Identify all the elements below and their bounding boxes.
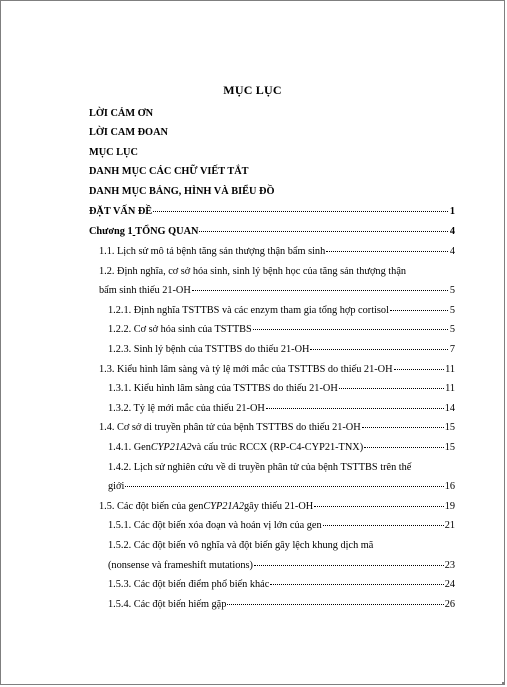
dot-leader	[266, 407, 444, 409]
dot-leader	[192, 289, 448, 291]
page-number: 5	[449, 305, 455, 316]
dot-leader	[362, 426, 444, 428]
dot-leader	[153, 210, 448, 212]
dot-leader	[227, 603, 443, 605]
dot-leader	[326, 250, 448, 252]
page-number: 4	[449, 246, 455, 257]
dot-leader	[339, 387, 444, 389]
page-number: 1	[449, 206, 455, 217]
page-number: 19	[444, 501, 455, 512]
dot-leader	[199, 230, 448, 232]
dot-leader	[394, 368, 445, 370]
page-number: 16	[444, 481, 455, 492]
dot-leader	[270, 583, 443, 585]
dot-leader	[310, 348, 448, 350]
page-number: 23	[444, 560, 455, 571]
page-number: 7	[449, 344, 455, 355]
page-number: 15	[444, 442, 455, 453]
page-number: 15	[444, 422, 455, 433]
dot-leader	[314, 505, 444, 507]
page-number: 11	[445, 364, 455, 375]
page-number: 14	[444, 403, 455, 414]
document-page: MỤC LỤC LỜI CẢM ƠN LỜI CAM ĐOAN MỤC LỤC DANH MỤC CÁC CHỮ VIẾT TẮT DANH MỤC BẢNG, HÌNH VÀ BIỂU ĐỒ ĐẶT VẤN ĐỀ 1 Chương 1 TỔNG QUAN 4 1.1. Lịch sử mô tả bệnh tăng sản thượng thận bẩm sinh 4 1.2. Định nghĩa, cơ sở hóa sinh, sinh lý bệnh học của tăng sản thượng thận bẩm sinh thiếu 21-OH 5 1.2.1. Định nghĩa TSTTBS và các enzym tham gia tổng hợp cortisol 5 1.2.2. Cơ sở hóa sinh của TSTTBS 5 1.2.3. Sinh lý bệnh của TSTTBS do thiếu 21-OH 7 1.3. Kiểu hình lâm sàng và tỷ lệ mới mắc của TSTTBS do thiếu 21-OH 11 1.3.1. Kiểu hình lâm sàng của TSTTBS do thiếu 21-OH 11 1.3.2. Tỷ lệ mới mắc của thiếu 21-OH 14 1.4. Cơ sở di truyền phân tử của bệnh TSTTBS do thiếu 21-OH 15 1.4.1. Gen CYP21A2 và cấu trúc RCCX (RP-C4-CYP21-TNX) 15 1.4.2. Lịch sử nghiên cứu về di truyền phân tử của bệnh TSTTBS trên thế giới 16 1.5. Các đột biến của gen CYP21A2 gây thiếu 21-OH 19 1.5.1. Các đột biến xóa đoạn và hoán vị lớn của gen 21 1.5.2. Các đột biến vô nghĩa và đột biến gây lệch khung dịch mã (nonsense và frameshift mutations) 23 1.5.3. Các đột biến điểm phổ biến khác 24 1.5.4. Các đột biến hiếm gặp 26	[0, 0, 505, 685]
dot-leader	[254, 564, 444, 566]
page-number: 5	[449, 285, 455, 296]
page-number: 5	[449, 324, 455, 335]
page-number: 21	[444, 520, 455, 531]
page-number: 26	[444, 599, 455, 610]
dot-leader	[364, 446, 444, 448]
page-number: 11	[445, 383, 455, 394]
dot-leader	[323, 524, 444, 526]
page-number: 24	[444, 579, 455, 590]
dot-leader	[125, 485, 443, 487]
page-number: 4	[449, 226, 455, 237]
dot-leader	[253, 328, 448, 330]
dot-leader	[390, 309, 448, 311]
page-title: MỤC LỤC	[223, 83, 282, 97]
